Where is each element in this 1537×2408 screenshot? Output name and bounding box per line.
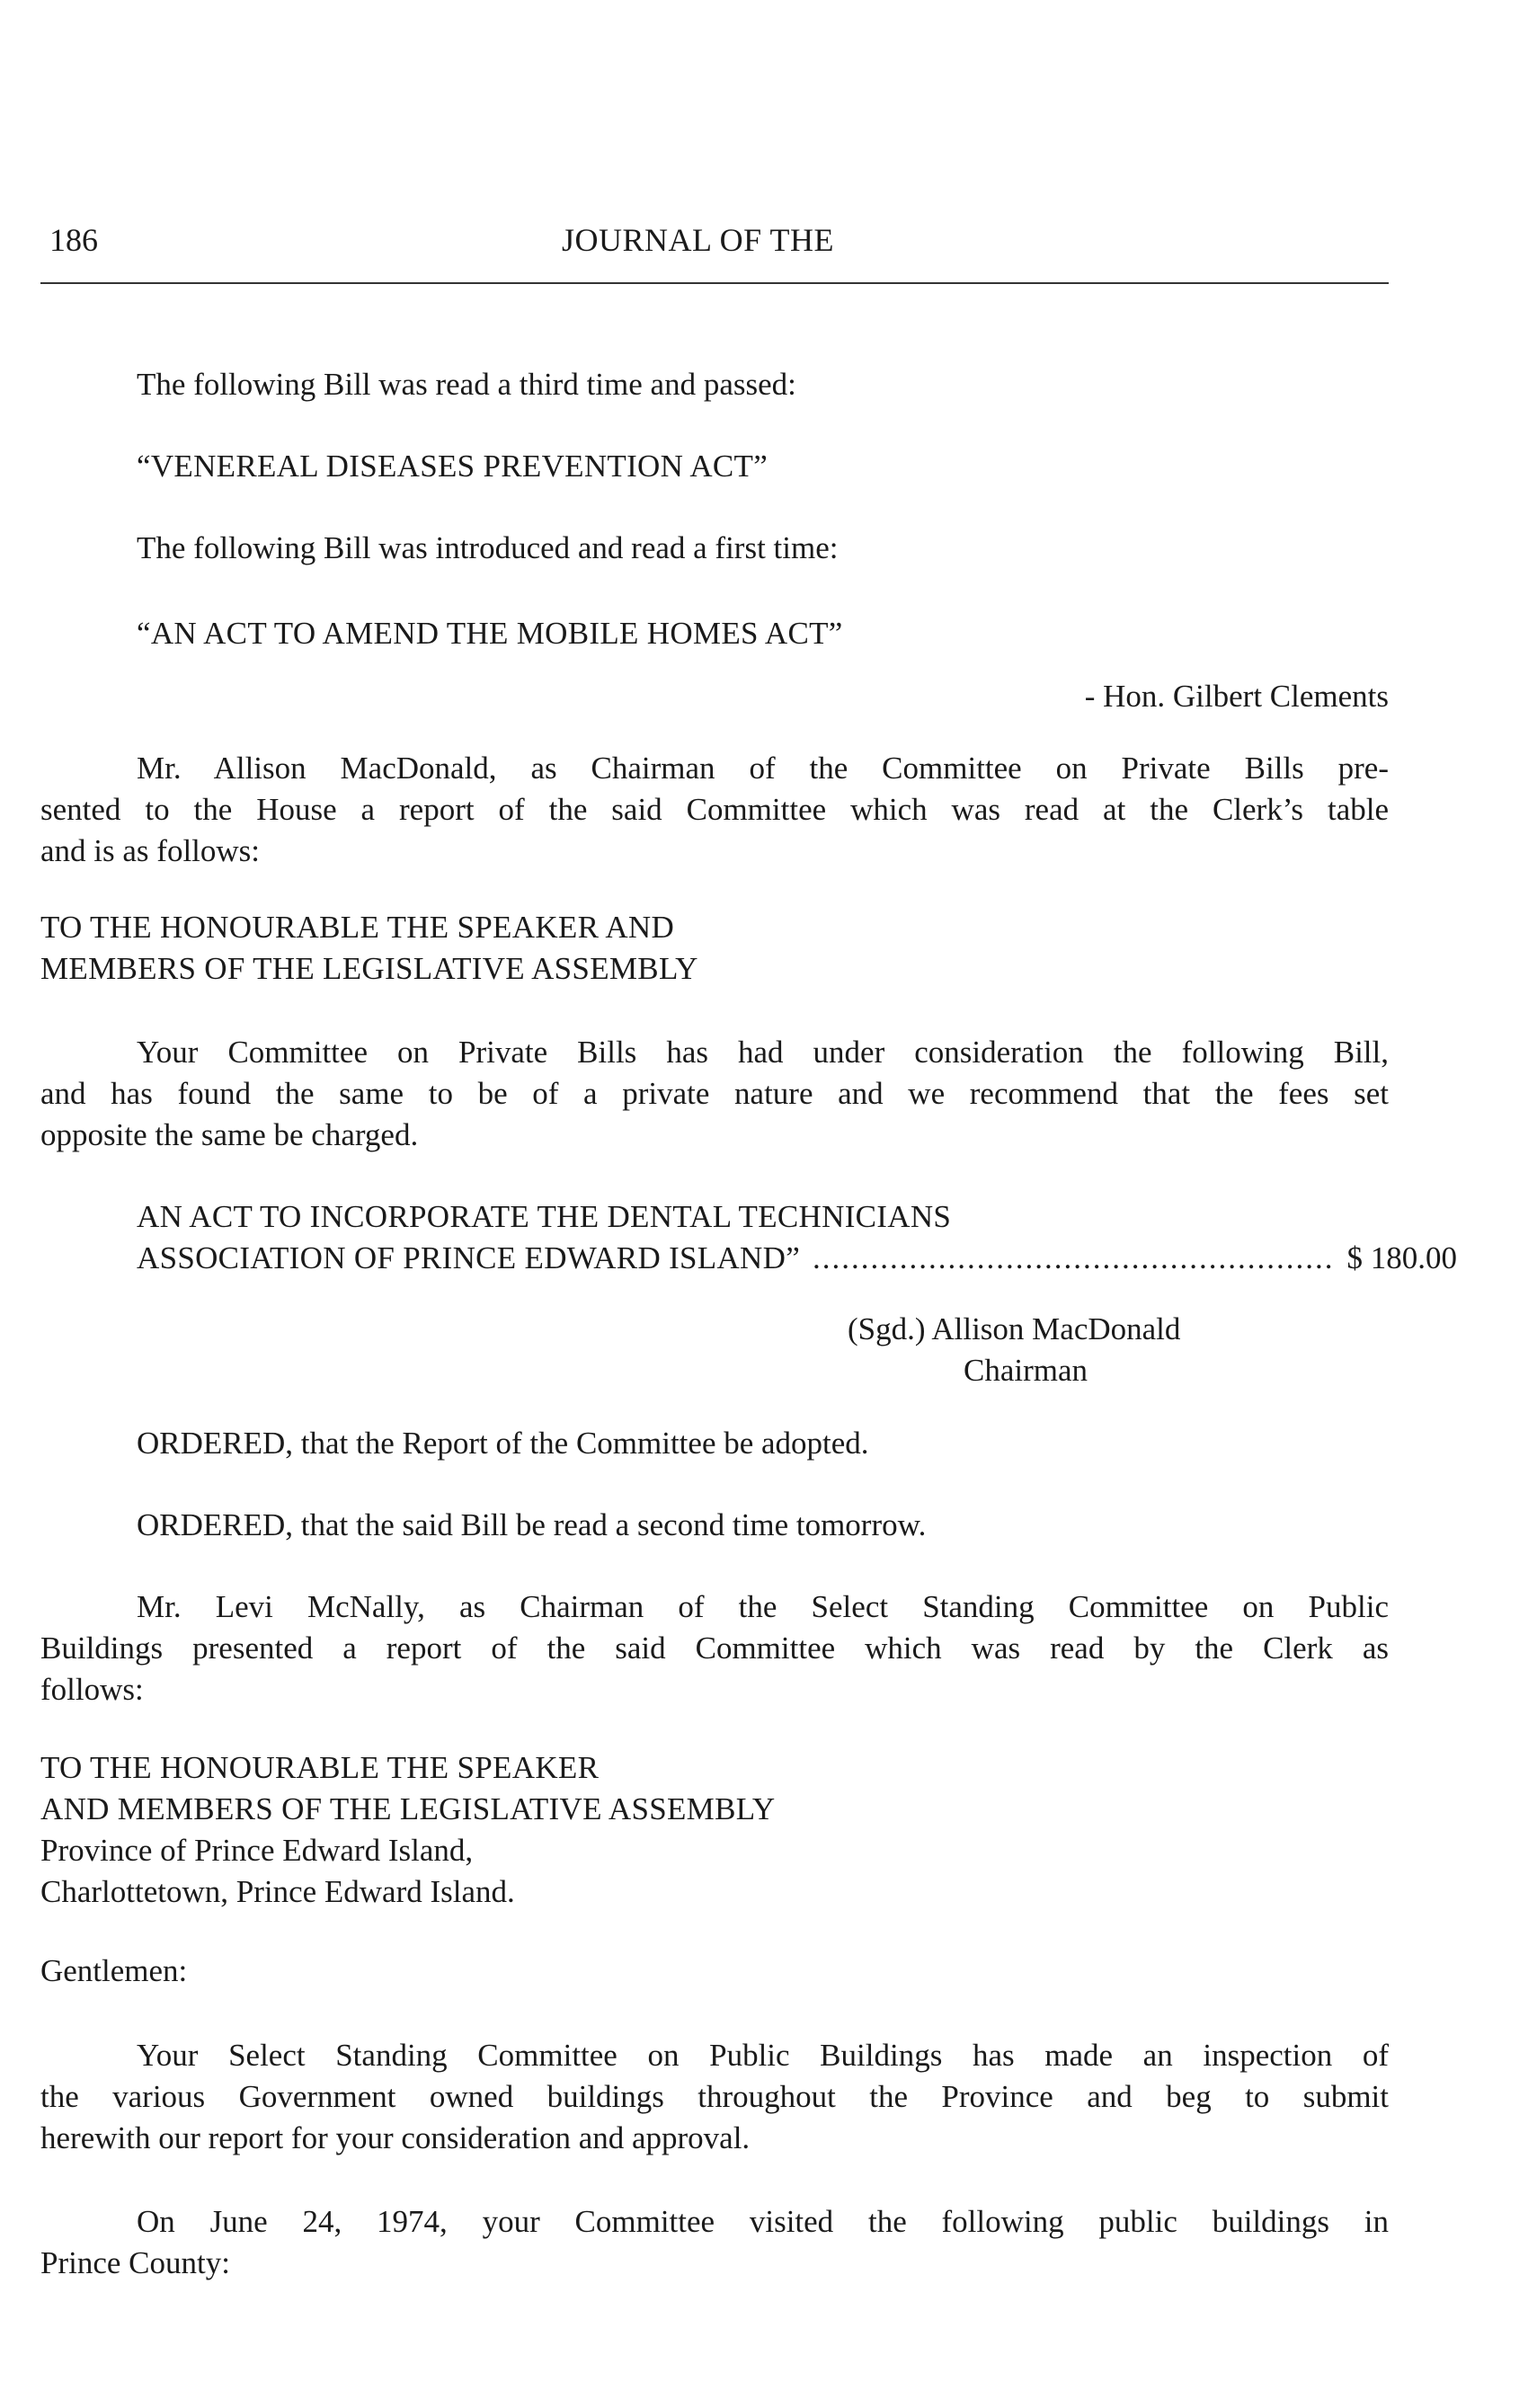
inspection-report-line: the various Government owned buildings throughout the Province and beg to submit bbox=[40, 2079, 1389, 2114]
order-second-reading: ORDERED, that the said Bill be read a second time tomorrow. bbox=[137, 1507, 927, 1542]
leader-dots: ...................................................... bbox=[813, 1240, 1335, 1275]
page-number: 186 bbox=[49, 222, 98, 258]
signature-name: (Sgd.) Allison MacDonald bbox=[848, 1311, 1181, 1346]
public-buildings-intro-line: Mr. Levi McNally, as Chairman of the Select Standing Committee on Public bbox=[137, 1589, 1389, 1624]
third-reading-statement: The following Bill was read a third time and passed: bbox=[137, 367, 796, 402]
fee-item-title: AN ACT TO INCORPORATE THE DENTAL TECHNICIANS bbox=[137, 1199, 952, 1234]
visit-statement-line: Prince County: bbox=[40, 2245, 230, 2280]
address-line: Charlottetown, Prince Edward Island. bbox=[40, 1874, 515, 1909]
public-buildings-intro-line: follows: bbox=[40, 1672, 144, 1707]
private-bills-intro-line: Mr. Allison MacDonald, as Chairman of the Committee on Private Bills pre- bbox=[137, 751, 1389, 786]
address-line: TO THE HONOURABLE THE SPEAKER bbox=[40, 1750, 600, 1785]
fee-item-row bbox=[137, 1238, 1458, 1279]
public-buildings-intro-line: Buildings presented a report of the said Committee which was read by the Clerk as bbox=[40, 1631, 1389, 1666]
private-bills-intro-line: and is as follows: bbox=[40, 833, 261, 868]
address-line: TO THE HONOURABLE THE SPEAKER AND bbox=[40, 910, 675, 945]
order-adopt-report: ORDERED, that the Report of the Committee be adopted. bbox=[137, 1426, 869, 1461]
fee-amount: $ 180.00 bbox=[1346, 1240, 1458, 1275]
committee-report-line: opposite the same be charged. bbox=[40, 1117, 419, 1152]
running-title: JOURNAL OF THE bbox=[562, 222, 835, 258]
private-bills-intro-line: sented to the House a report of the said Committee which was read at the Clerk’s table bbox=[40, 792, 1389, 827]
bill-sponsor: - Hon. Gilbert Clements bbox=[1084, 679, 1389, 714]
committee-report-line: Your Committee on Private Bills has had under consideration the following Bill, bbox=[137, 1035, 1389, 1070]
fee-item-title-continued: ASSOCIATION OF PRINCE EDWARD ISLAND” bbox=[137, 1240, 801, 1275]
salutation: Gentlemen: bbox=[40, 1953, 188, 1988]
page-header bbox=[40, 221, 1389, 266]
first-reading-statement: The following Bill was introduced and read a first time: bbox=[137, 530, 839, 565]
bill-title-mobile-homes: “AN ACT TO AMEND THE MOBILE HOMES ACT” bbox=[137, 616, 843, 651]
address-line: MEMBERS OF THE LEGISLATIVE ASSEMBLY bbox=[40, 951, 698, 986]
bill-title-venereal-diseases: “VENEREAL DISEASES PREVENTION ACT” bbox=[137, 449, 768, 484]
inspection-report-line: Your Select Standing Committee on Public Buildings has made an inspection of bbox=[137, 2038, 1389, 2073]
address-line: Province of Prince Edward Island, bbox=[40, 1833, 474, 1868]
inspection-report-line: herewith our report for your consideration and approval. bbox=[40, 2120, 751, 2155]
signature-title: Chairman bbox=[964, 1353, 1088, 1388]
header-rule bbox=[40, 282, 1389, 284]
visit-statement-line: On June 24, 1974, your Committee visited the following public buildings in bbox=[137, 2204, 1389, 2239]
committee-report-line: and has found the same to be of a private nature and we recommend that the fees set bbox=[40, 1076, 1389, 1111]
address-line: AND MEMBERS OF THE LEGISLATIVE ASSEMBLY bbox=[40, 1791, 776, 1826]
